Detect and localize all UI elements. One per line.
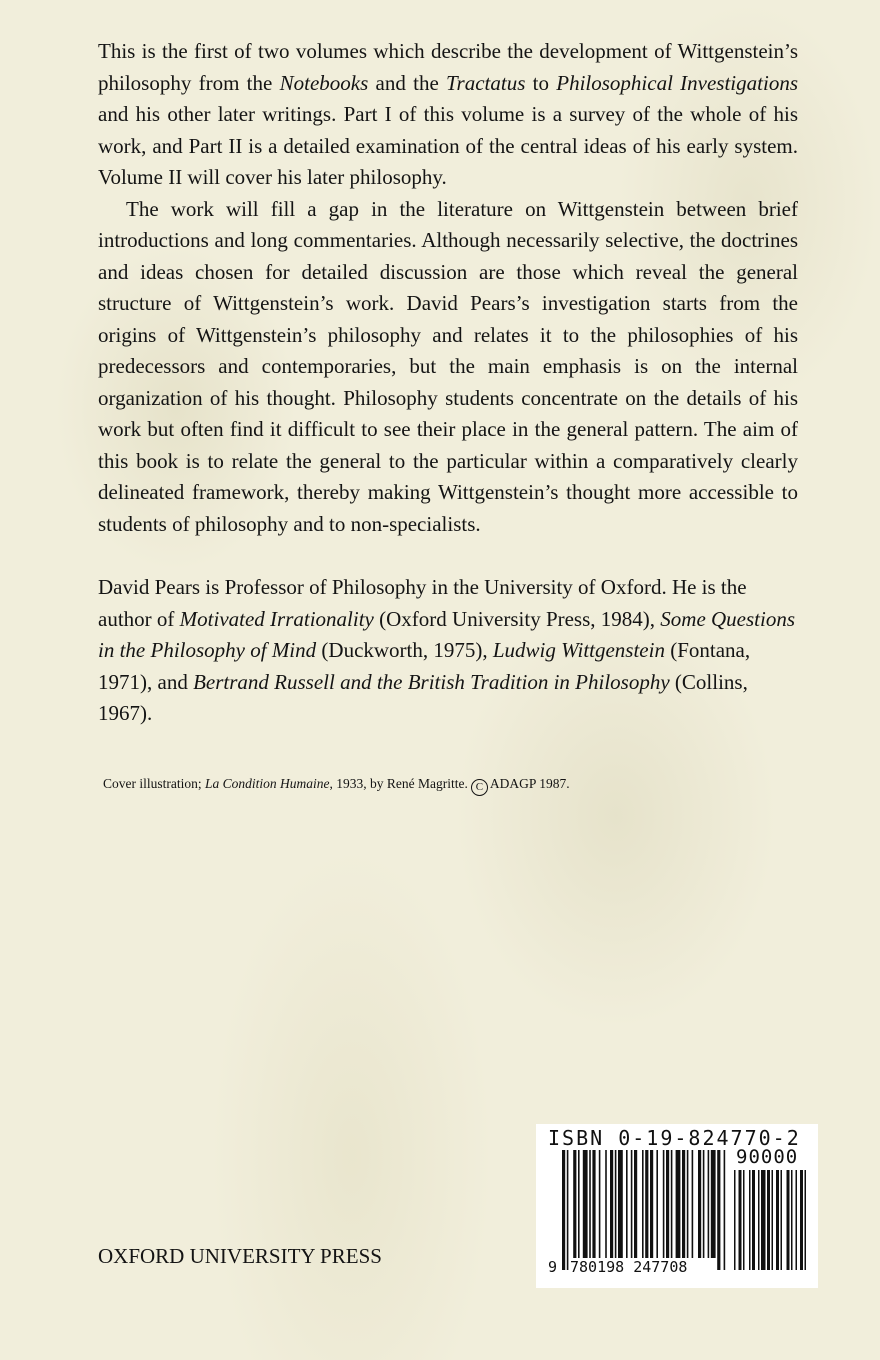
addon-bar	[791, 1170, 793, 1270]
barcode-bar	[583, 1150, 588, 1258]
blurb-text	[98, 36, 798, 540]
addon-bar	[761, 1170, 766, 1270]
addon-bar	[749, 1170, 751, 1270]
barcode-bar	[626, 1150, 628, 1258]
barcode-bar	[599, 1150, 601, 1258]
author-bio: David Pears is Professor of Philosophy in the University of Oxford. He is the author of Motivated Irrationality (Oxford University Press, 1984), Some Questions in the Philosophy of Mind (Duckworth, 1975), Ludwig Wittgenstein (Fontana, 1971), and Bertrand Russell and the British Tradition in Philosophy (Collins, 1967).	[98, 575, 796, 725]
barcode-bar	[687, 1150, 689, 1258]
barcode-bar	[724, 1150, 726, 1270]
barcode-bar	[562, 1150, 565, 1270]
barcode-bar	[708, 1150, 710, 1258]
barcode-bar	[573, 1150, 576, 1258]
addon-bar	[800, 1170, 803, 1270]
barcode-bar	[656, 1150, 658, 1258]
addon-bar	[734, 1170, 736, 1270]
barcode-bar	[618, 1150, 623, 1258]
barcode-bar	[671, 1150, 673, 1258]
barcode-bar	[631, 1150, 633, 1258]
barcode-bar	[650, 1150, 653, 1258]
barcode-bar	[682, 1150, 685, 1258]
barcode-bar	[634, 1150, 637, 1258]
barcode-bar	[666, 1150, 669, 1258]
title-tractatus: Tractatus	[446, 70, 526, 95]
barcode-bar	[642, 1150, 644, 1258]
publisher-name: OXFORD UNIVERSITY PRESS	[98, 1244, 382, 1268]
barcode-bar	[692, 1150, 694, 1258]
barcode-bar	[589, 1150, 591, 1258]
addon-bar	[767, 1170, 770, 1270]
addon-bar	[772, 1170, 774, 1270]
addon-bar	[743, 1170, 745, 1270]
addon-bar	[781, 1170, 783, 1270]
barcode-bar	[605, 1150, 607, 1258]
title-notebooks: Notebooks	[279, 70, 369, 95]
title-philosophical-investigations: Philosophical Investigations	[556, 70, 798, 95]
addon-bar	[796, 1170, 798, 1270]
barcode-bar	[578, 1150, 580, 1258]
addon-bar	[758, 1170, 760, 1270]
barcode-bar	[610, 1150, 613, 1258]
cover-credit: Cover illustration; La Condition Humaine, 1933, by René Magritte. C ADAGP 1987.	[103, 774, 803, 796]
addon-bar	[805, 1170, 807, 1270]
addon-bar	[776, 1170, 779, 1270]
barcode-bar	[703, 1150, 705, 1258]
barcode-bar	[676, 1150, 681, 1258]
addon-bar	[787, 1170, 790, 1270]
barcode-bar	[711, 1150, 716, 1258]
blurb-paragraph-2: The work will fill a gap in the literature on Wittgenstein between brief introductions and long commentaries. Although necessarily selective, the doctrines and ideas chosen for detailed discussion are those which reveal the general structure of Wittgenstein’s work. David Pears’s investigation starts from the origins of Wittgenstein’s philosophy and relates it to the philosophies of his predecessors and contemporaries, but the main emphasis is on the internal organization of his thought. Philosophy students concentrate on the details of his work but often find it difficult to see their place in the general pattern. The aim of this book is to relate the general to the particular within a comparatively clearly delineated framework, thereby making Wittgenstein’s thought more accessible to students of philosophy and to non-specialists.	[98, 196, 798, 536]
barcode-bar	[717, 1150, 720, 1270]
copyright-icon: C	[471, 779, 488, 796]
price-code: 90000	[736, 1146, 799, 1168]
isbn-label: ISBN 0-19-824770-2	[548, 1126, 801, 1150]
barcode-bar	[567, 1150, 569, 1270]
barcode-bar	[663, 1150, 665, 1258]
ean-digits: 9 780198 247708	[548, 1258, 688, 1276]
barcode-bar	[592, 1150, 595, 1258]
barcode-bar	[698, 1150, 701, 1258]
addon-bar	[739, 1170, 742, 1270]
blurb-paragraph-1: This is the first of two volumes which describe the development of Wittgenstein’s philosophy from the Notebooks and the Tractatus to Philosophical Investigations and his other later writings. Part I of this volume is a survey of the whole of his work, and Part II is a detailed examination of the central ideas of his early system. Volume II will cover his later philosophy.	[98, 39, 798, 189]
barcode-bar	[615, 1150, 617, 1258]
addon-bar	[752, 1170, 755, 1270]
barcode-bar	[645, 1150, 648, 1258]
barcode	[536, 1124, 818, 1288]
